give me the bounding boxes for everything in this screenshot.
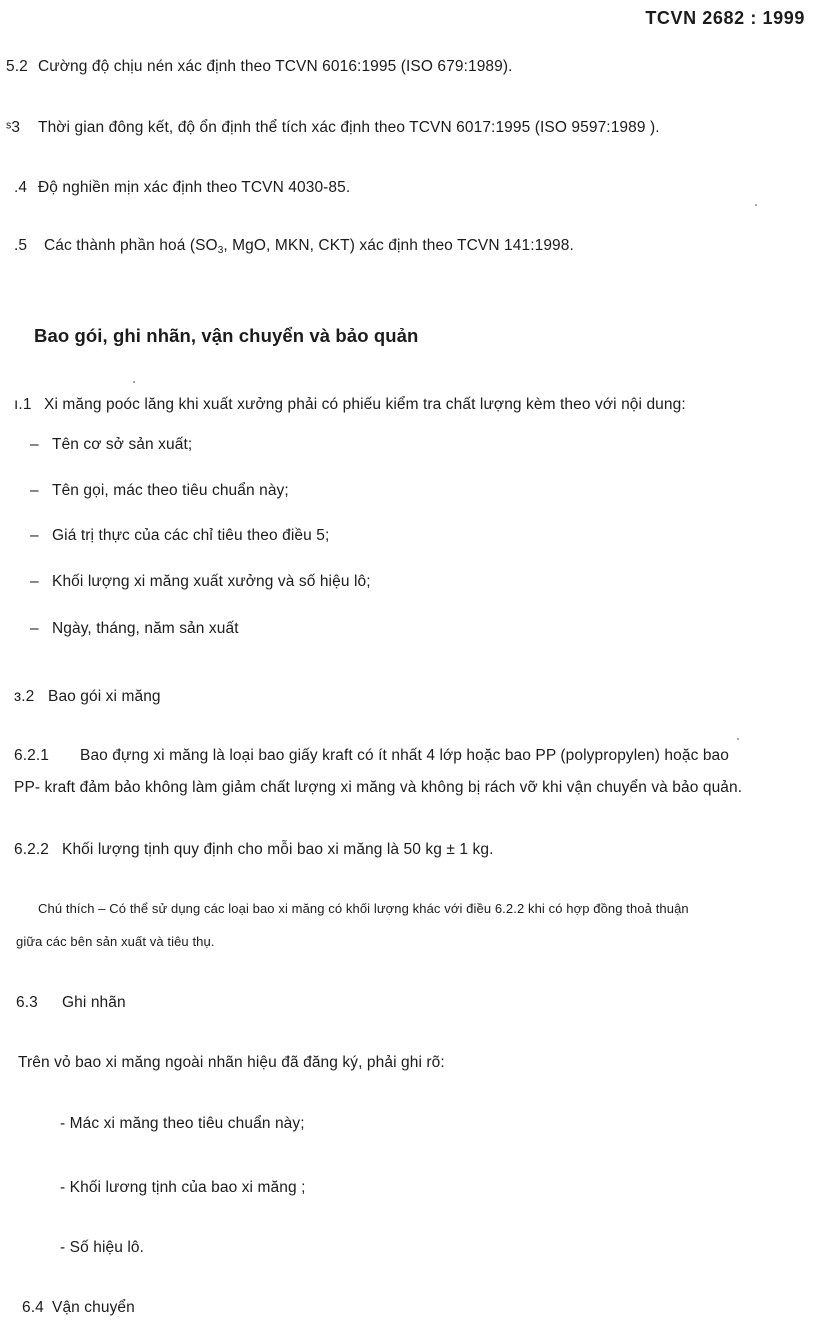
scan-speck	[737, 738, 739, 740]
test-item-5-4	[14, 179, 350, 197]
list-item-text: Khối lượng xi măng xuất xưởng và số hiệu lô;	[52, 573, 371, 590]
subsection-6-4	[22, 1299, 135, 1317]
scan-speck	[755, 204, 757, 206]
subsection-6-2	[14, 688, 161, 706]
list-item-text: Giá trị thực của các chỉ tiêu theo điều 5;	[52, 527, 330, 544]
test-item-5-5	[14, 237, 574, 255]
list-item-text: Tên cơ sở sản xuất;	[52, 436, 193, 453]
item-number: 6.2.2	[14, 841, 49, 858]
list-item	[30, 620, 239, 638]
item-text-after: , MgO, MKN, CKT) xác định theo TCVN 141:1998.	[223, 237, 574, 254]
item-number: ˢ3	[6, 119, 21, 136]
scan-speck	[133, 381, 135, 383]
section-heading: Bao gói, ghi nhãn, vận chuyển và bảo quản	[34, 325, 419, 346]
item-text: Độ nghiền mịn xác định theo TCVN 4030-85.	[38, 179, 351, 196]
marking-item: - Mác xi măng theo tiêu chuẩn này;	[60, 1115, 305, 1132]
subsection-title: Vận chuyển	[52, 1299, 135, 1316]
paragraph-6-2-1	[14, 747, 729, 765]
item-number: 6.2.1	[14, 747, 49, 764]
list-item	[30, 527, 329, 545]
subsection-title: Ghi nhãn	[62, 994, 126, 1011]
item-text: Khối lượng tịnh quy định cho mỗi bao xi măng là 50 kg ± 1 kg.	[62, 841, 494, 858]
paragraph-6-1	[14, 396, 686, 414]
subsection-title: Bao gói xi măng	[48, 688, 161, 705]
item-number: ı.1	[14, 396, 32, 413]
document-code: TCVN 2682 : 1999	[645, 8, 805, 28]
marking-intro: Trên vỏ bao xi măng ngoài nhãn hiệu đã đăng ký, phải ghi rõ:	[18, 1054, 445, 1071]
list-item-text: Tên gọi, mác theo tiêu chuẩn này;	[52, 482, 289, 499]
marking-item: - Số hiệu lô.	[60, 1239, 145, 1256]
item-text: Xi măng poóc lăng khi xuất xưởng phải có phiếu kiểm tra chất lượng kèm theo với nội dung:	[44, 396, 686, 413]
item-number: 6.4	[22, 1299, 44, 1316]
note-text: Chú thích – Có thể sử dụng các loại bao xi măng có khối lượng khác với điều 6.2.2 khi có hợp đồng thoả thuận	[38, 901, 689, 916]
list-item	[30, 482, 289, 500]
subsection-6-3	[16, 994, 126, 1012]
item-text: Cường độ chịu nén xác định theo TCVN 6016:1995 (ISO 679:1989).	[38, 58, 513, 75]
paragraph-6-2-1-cont: PP- kraft đảm bảo không làm giảm chất lượng xi măng và không bị rách vỡ khi vận chuyển và bảo quản.	[14, 779, 743, 796]
list-item	[30, 573, 371, 591]
note-text-cont: giữa các bên sản xuất và tiêu thụ.	[16, 934, 215, 949]
item-number: ɜ.2	[14, 688, 35, 705]
dash-marker: –	[30, 527, 39, 544]
marking-item: - Khối lương tịnh của bao xi măng ;	[60, 1179, 306, 1196]
item-text: Bao đựng xi măng là loại bao giấy kraft có ít nhất 4 lớp hoặc bao PP (polypropylen) hoặc bao	[80, 747, 729, 764]
item-text: Thời gian đông kết, độ ổn định thể tích xác định theo TCVN 6017:1995 (ISO 9597:1989 ).	[38, 119, 660, 136]
subscript: 3	[217, 245, 224, 256]
dash-marker: –	[30, 573, 39, 590]
dash-marker: –	[30, 482, 39, 499]
item-number: 5.2	[6, 58, 28, 75]
list-item-text: Ngày, tháng, năm sản xuất	[52, 620, 239, 637]
paragraph-6-2-2	[14, 841, 494, 859]
dash-marker: –	[30, 436, 39, 453]
list-item	[30, 436, 192, 454]
test-item-5-3	[6, 119, 660, 137]
item-number: .5	[14, 237, 28, 254]
item-number: 6.3	[16, 994, 38, 1011]
dash-marker: –	[30, 620, 39, 637]
test-item-5-2	[6, 58, 513, 76]
item-number: .4	[14, 179, 28, 196]
item-text-before: Các thành phần hoá (SO	[44, 237, 218, 254]
